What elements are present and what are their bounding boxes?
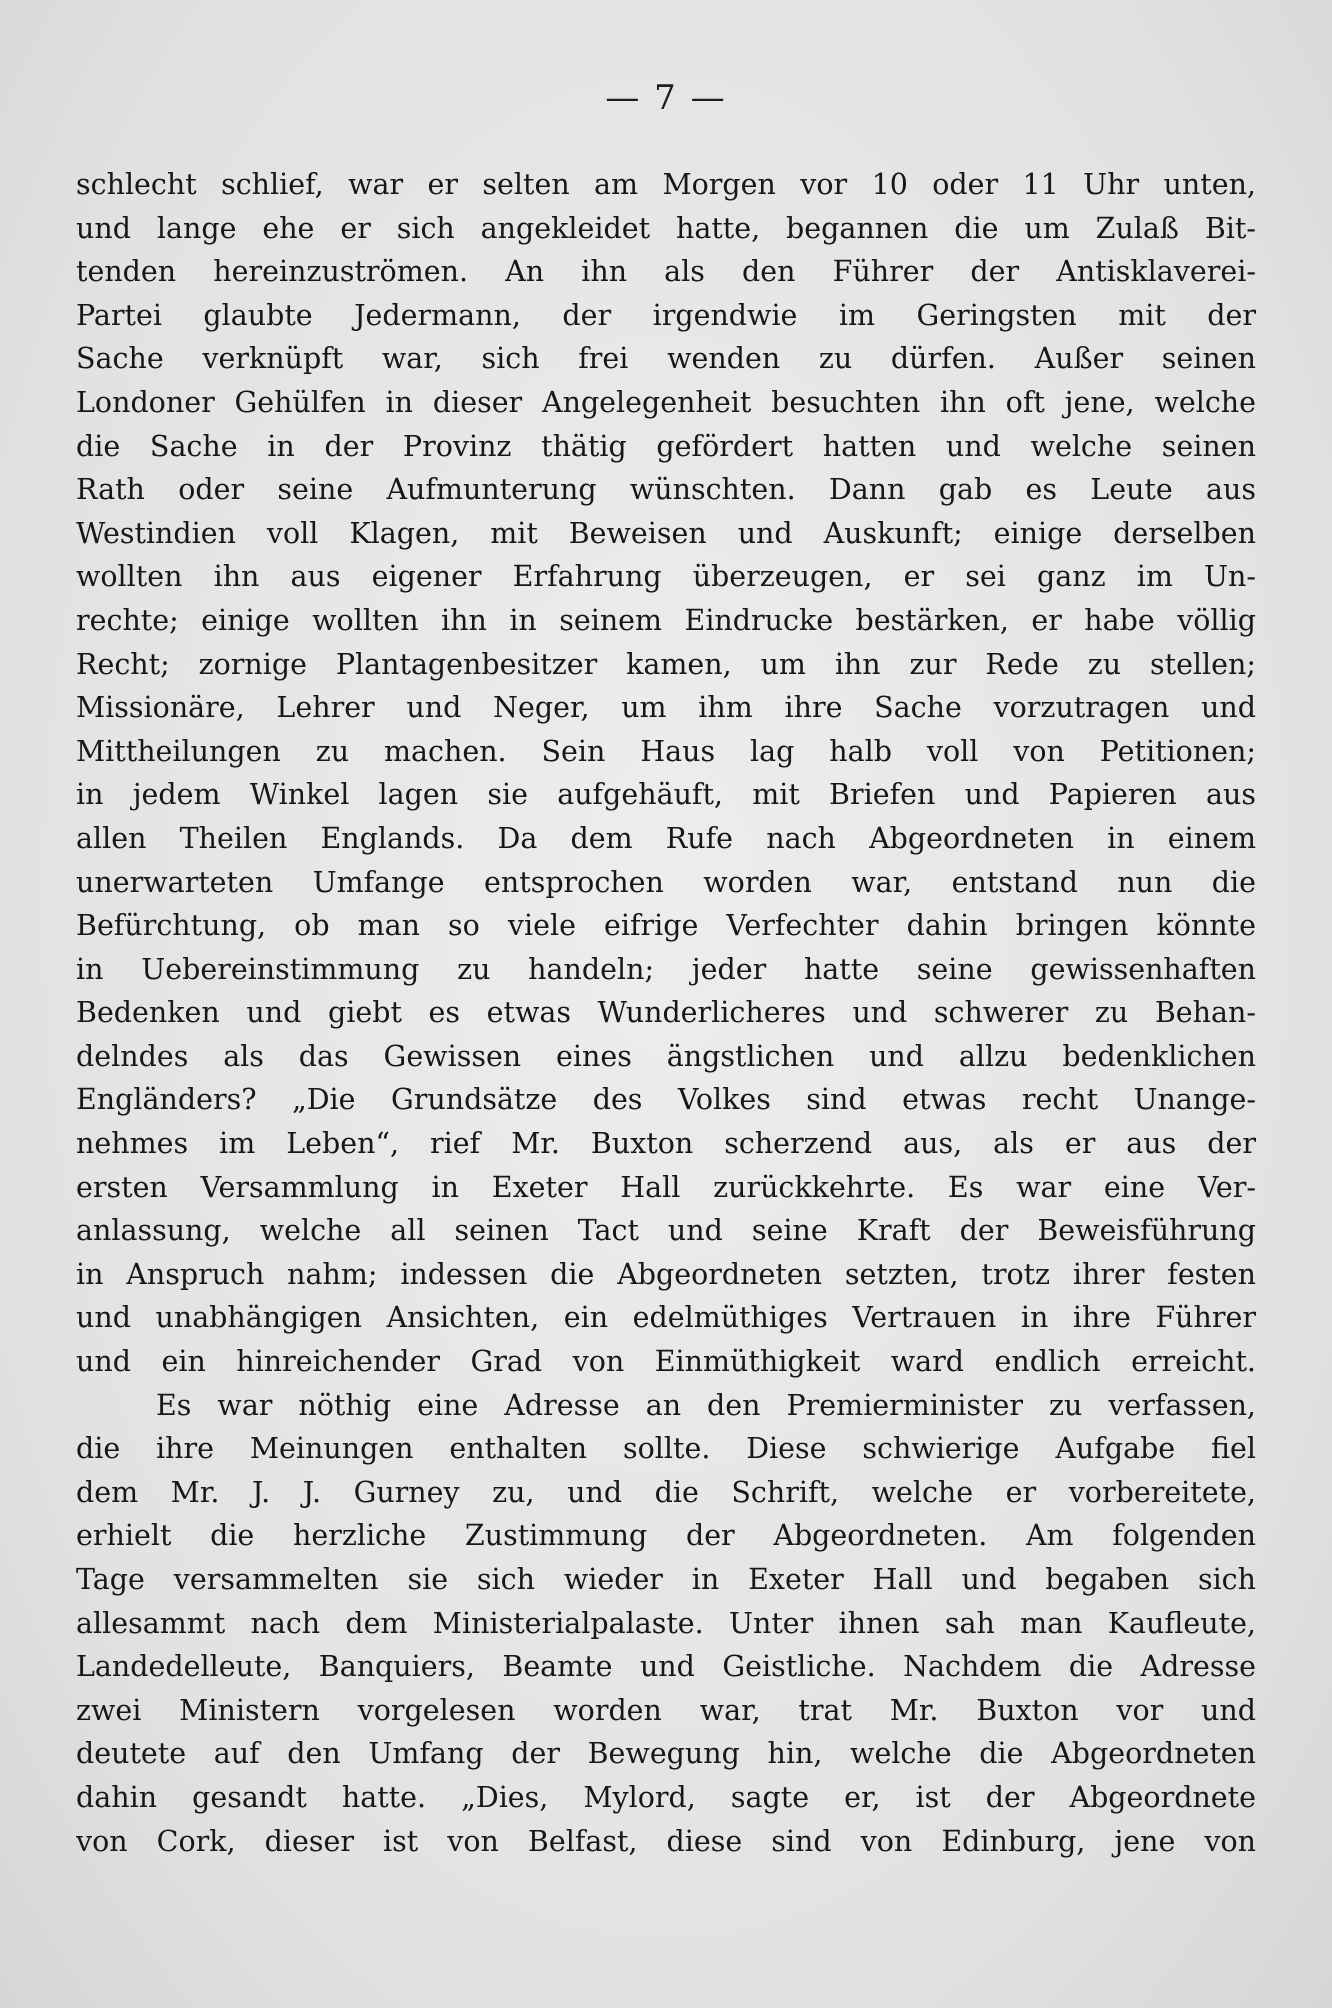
text-line: erhielt die herzliche Zustimmung der Abgeordneten. Am folgenden xyxy=(76,1519,1256,1553)
text-line: Landedelleute, Banquiers, Beamte und Geistliche. Nachdem die Adresse xyxy=(76,1650,1256,1684)
text-line: Befürchtung, ob man so viele eifrige Verfechter dahin bringen könnte xyxy=(76,909,1256,943)
text-line: Sache verknüpft war, sich frei wenden zu dürfen. Außer seinen xyxy=(76,342,1256,376)
text-line: Bedenken und giebt es etwas Wunderlicheres und schwerer zu Behan- xyxy=(76,996,1256,1030)
text-line: unerwarteten Umfange entsprochen worden war, entstand nun die xyxy=(76,865,1256,899)
text-line: von Cork, dieser ist von Belfast, diese sind von Edinburg, jene von xyxy=(76,1824,1256,1858)
text-line: Engländers? „Die Grundsätze des Volkes sind etwas recht Unange- xyxy=(76,1083,1256,1117)
text-line: ersten Versammlung in Exeter Hall zurückkehrte. Es war eine Ver- xyxy=(76,1170,1256,1204)
text-line: die Sache in der Provinz thätig gefördert hatten und welche seinen xyxy=(76,429,1256,463)
text-line: Rath oder seine Aufmunterung wünschten. Dann gab es Leute aus xyxy=(76,473,1256,507)
text-line: Westindien voll Klagen, mit Beweisen und Auskunft; einige derselben xyxy=(76,516,1256,550)
text-line: tenden hereinzuströmen. An ihn als den Führer der Antisklaverei- xyxy=(76,255,1256,289)
text-line: und unabhängigen Ansichten, ein edelmüthiges Vertrauen in ihre Führer xyxy=(76,1301,1256,1335)
text-line: in Uebereinstimmung zu handeln; jeder hatte seine gewissenhaften xyxy=(76,952,1256,986)
text-line: Missionäre, Lehrer und Neger, um ihm ihre Sache vorzutragen und xyxy=(76,691,1256,725)
text-line: Tage versammelten sie sich wieder in Exeter Hall und begaben sich xyxy=(76,1563,1256,1596)
text-line: dem Mr. J. J. Gurney zu, und die Schrift, welche er vorbereitete, xyxy=(76,1475,1256,1509)
text-line: wollten ihn aus eigener Erfahrung überzeugen, er sei ganz im Un- xyxy=(76,560,1256,594)
text-line: anlassung, welche all seinen Tact und seine Kraft der Beweisführung xyxy=(76,1214,1256,1248)
text-line: rechte; einige wollten ihn in seinem Eindrucke bestärken, er habe völlig xyxy=(76,603,1256,637)
text-line: nehmes im Leben“, rief Mr. Buxton scherzend aus, als er aus der xyxy=(76,1127,1256,1161)
text-line: dahin gesandt hatte. „Dies, Mylord, sagte er, ist der Abgeordnete xyxy=(76,1780,1256,1814)
body-text xyxy=(76,163,1256,1863)
text-line: Mittheilungen zu machen. Sein Haus lag halb voll von Petitionen; xyxy=(76,734,1256,768)
text-line: in Anspruch nahm; indessen die Abgeordneten setzten, trotz ihrer festen xyxy=(76,1257,1256,1291)
text-line-paragraph-start: Es war nöthig eine Adresse an den Premierminister zu verfassen, xyxy=(156,1388,1256,1422)
text-line: delndes als das Gewissen eines ängstlichen und allzu bedenklichen xyxy=(76,1039,1256,1073)
text-line-paragraph-end: und ein hinreichender Grad von Einmüthigkeit ward endlich erreicht. xyxy=(76,1345,1256,1379)
text-line: zwei Ministern vorgelesen worden war, trat Mr. Buxton vor und xyxy=(76,1693,1256,1727)
text-line: die ihre Meinungen enthalten sollte. Diese schwierige Aufgabe fiel xyxy=(76,1432,1256,1466)
text-line: Partei glaubte Jedermann, der irgendwie im Geringsten mit der xyxy=(76,298,1256,332)
text-line: deutete auf den Umfang der Bewegung hin, welche die Abgeordneten xyxy=(76,1737,1256,1771)
text-line: allesammt nach dem Ministerialpalaste. Unter ihnen sah man Kaufleute, xyxy=(76,1606,1256,1640)
text-line: in jedem Winkel lagen sie aufgehäuft, mit Briefen und Papieren aus xyxy=(76,778,1256,812)
text-line: Recht; zornige Plantagenbesitzer kamen, um ihn zur Rede zu stellen; xyxy=(76,647,1256,681)
text-line: allen Theilen Englands. Da dem Rufe nach Abgeordneten in einem xyxy=(76,821,1256,855)
text-line: und lange ehe er sich angekleidet hatte, begannen die um Zulaß Bit- xyxy=(76,211,1256,245)
text-line: schlecht schlief, war er selten am Morgen vor 10 oder 11 Uhr unten, xyxy=(76,168,1256,201)
text-line: Londoner Gehülfen in dieser Angelegenheit besuchten ihn oft jene, welche xyxy=(76,385,1256,419)
page-number: — 7 — xyxy=(605,78,727,118)
